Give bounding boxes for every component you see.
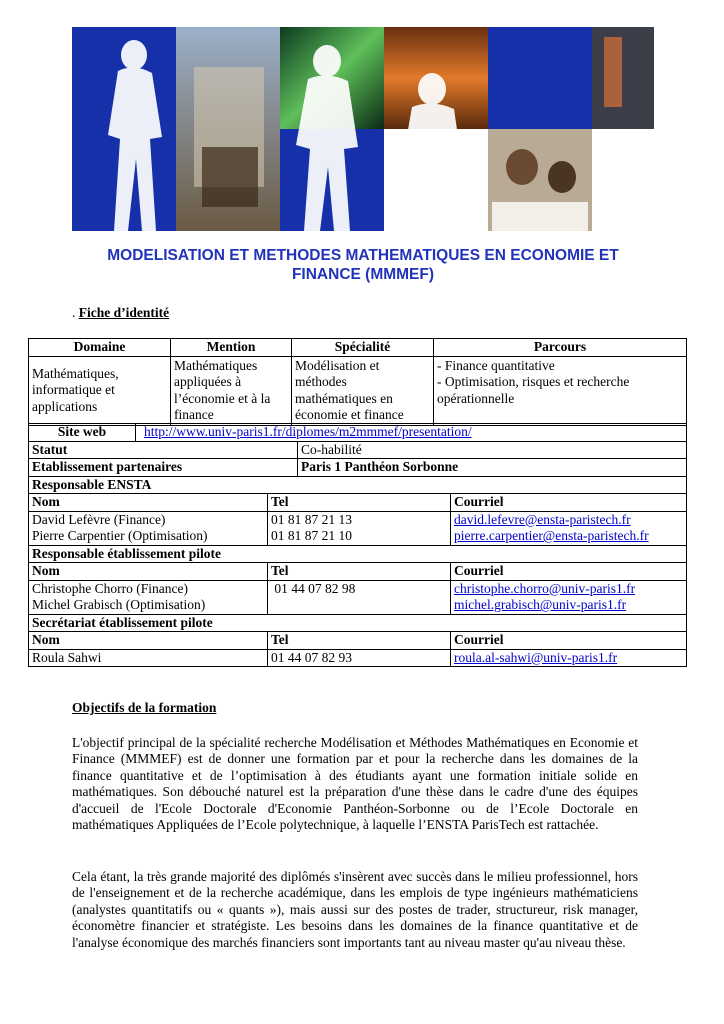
- identity-row: [29, 356, 687, 425]
- secretariat-mail-cell: [451, 649, 687, 667]
- partenaires-label: Etablissement partenaires: [29, 459, 298, 477]
- banner-photo-lab: [592, 27, 654, 129]
- col-tel: Tel: [268, 632, 451, 650]
- contact-tel: 01 81 87 21 13: [271, 511, 352, 527]
- cell-mention: Mathématiques appliquées à l’économie et à la finance: [171, 356, 292, 425]
- ensta-title-row: [29, 476, 687, 494]
- site-web-link[interactable]: http://www.univ-paris1.fr/diplomes/m2mmmef/presentation/: [144, 424, 472, 439]
- fiche-prefix: .: [72, 305, 79, 320]
- contact-tel: 01 81 87 21 10: [271, 528, 352, 543]
- parcours-item: - Finance quantitative: [437, 357, 555, 373]
- identity-header-row: [29, 339, 687, 357]
- page-title: MODELISATION ET METHODES MATHEMATIQUES EN ECONOMIE ET FINANCE (MMMEF): [107, 247, 619, 283]
- identity-table: [28, 338, 687, 426]
- ensta-mails: [451, 511, 687, 545]
- site-web-row: [29, 424, 687, 442]
- site-web-label: Site web: [29, 424, 136, 442]
- cell-parcours: [434, 356, 687, 425]
- pilote-tel: 01 44 07 82 98: [268, 580, 451, 614]
- ensta-title: Responsable ENSTA: [29, 476, 687, 494]
- col-courriel: Courriel: [451, 494, 687, 512]
- secretariat-title-row: [29, 614, 687, 632]
- pilote-title: Responsable établissement pilote: [29, 545, 687, 563]
- secretariat-name: Roula Sahwi: [29, 649, 268, 667]
- contact-name: Pierre Carpentier (Optimisation): [32, 528, 208, 543]
- ensta-names: [29, 511, 268, 545]
- email-link[interactable]: michel.grabisch@univ-paris1.fr: [454, 597, 627, 612]
- email-link[interactable]: roula.al-sahwi@univ-paris1.fr: [454, 649, 618, 665]
- header-banner: [72, 27, 654, 231]
- pilote-contacts-row: [29, 580, 687, 614]
- banner-blue-block-right: [488, 27, 592, 129]
- contact-name: Michel Grabisch (Optimisation): [32, 597, 206, 612]
- fiche-identite-heading: [72, 305, 169, 321]
- col-nom: Nom: [29, 494, 268, 512]
- pilote-title-row: [29, 545, 687, 563]
- parcours-item: - Optimisation, risques et recherche opérationnelle: [437, 374, 630, 406]
- cell-specialite: Modélisation et méthodes mathématiques en économie et finance: [292, 356, 434, 425]
- header-parcours: Parcours: [434, 339, 687, 357]
- header-specialite: Spécialité: [292, 339, 434, 357]
- objectifs-paragraph-1: L'objectif principal de la spécialité recherche Modélisation et Méthodes Mathématiques en Economie et Finance (MMMEF) est de donner une formation par et pour la recherche dans les domaines de la finance quantitative et de l’optimisation à des étudiants ayant une formation initiale solide en mathématiques. Son débouché naturel est la préparation d'une thèse dans le cadre d'une des équipes d'accueil de l'Ecole Doctorale d'Economie Panthéon-Sorbonne ou de l’Ecole Doctorale en mathématiques Appliquées de l’Ecole polytechnique, à laquelle l’ENSTA ParisTech est rattachée.: [72, 735, 638, 833]
- statut-row: [29, 441, 687, 459]
- domaine-value: Mathématiques, informatique et applications: [32, 365, 119, 414]
- email-link[interactable]: christophe.chorro@univ-paris1.fr: [454, 580, 636, 596]
- header-mention: Mention: [171, 339, 292, 357]
- secretariat-header-row: [29, 632, 687, 650]
- col-tel: Tel: [268, 494, 451, 512]
- header-domaine: Domaine: [29, 339, 171, 357]
- col-courriel: Courriel: [451, 563, 687, 581]
- statut-value: Co-habilité: [298, 441, 687, 459]
- contact-name: David Lefèvre (Finance): [32, 511, 166, 527]
- objectifs-paragraph-2: Cela étant, la très grande majorité des diplômés s'insèrent avec succès dans le milieu professionnel, hors de l'enseignement et de la recherche académique, dans les emplois de type ingénieurs mathématiciens (analystes quantitatifs ou « quants »), mais aussi sur des postes de trader, structureur, risk manager, économètre financier et stratégiste. Les besoins dans les domaines de la finance quantitative et de l'analyse économique des marchés financiers sont importants tant au niveau master qu'au niveau thèse.: [72, 869, 638, 950]
- pilote-header-row: [29, 563, 687, 581]
- info-table: [28, 423, 687, 667]
- contact-name: Christophe Chorro (Finance): [32, 580, 188, 596]
- col-nom: Nom: [29, 632, 268, 650]
- objectifs-heading: Objectifs de la formation: [72, 700, 217, 715]
- col-tel: Tel: [268, 563, 451, 581]
- email-link[interactable]: david.lefevre@ensta-paristech.fr: [454, 511, 631, 527]
- col-nom: Nom: [29, 563, 268, 581]
- ensta-contacts-row: [29, 511, 687, 545]
- ensta-tels: [268, 511, 451, 545]
- secretariat-contact-row: [29, 649, 687, 667]
- statut-label: Statut: [29, 441, 298, 459]
- cell-domaine: [29, 356, 171, 425]
- secretariat-title: Secrétariat établissement pilote: [29, 614, 687, 632]
- site-web-cell: [136, 424, 687, 442]
- email-link[interactable]: pierre.carpentier@ensta-paristech.fr: [454, 528, 649, 543]
- fiche-label: Fiche d’identité: [78, 305, 170, 320]
- partenaires-value: Paris 1 Panthéon Sorbonne: [298, 459, 687, 477]
- ensta-header-row: [29, 494, 687, 512]
- pilote-mails: [451, 580, 687, 614]
- secretariat-tel: 01 44 07 82 93: [268, 649, 451, 667]
- partenaires-row: [29, 459, 687, 477]
- pilote-names: [29, 580, 268, 614]
- col-courriel: Courriel: [451, 632, 687, 650]
